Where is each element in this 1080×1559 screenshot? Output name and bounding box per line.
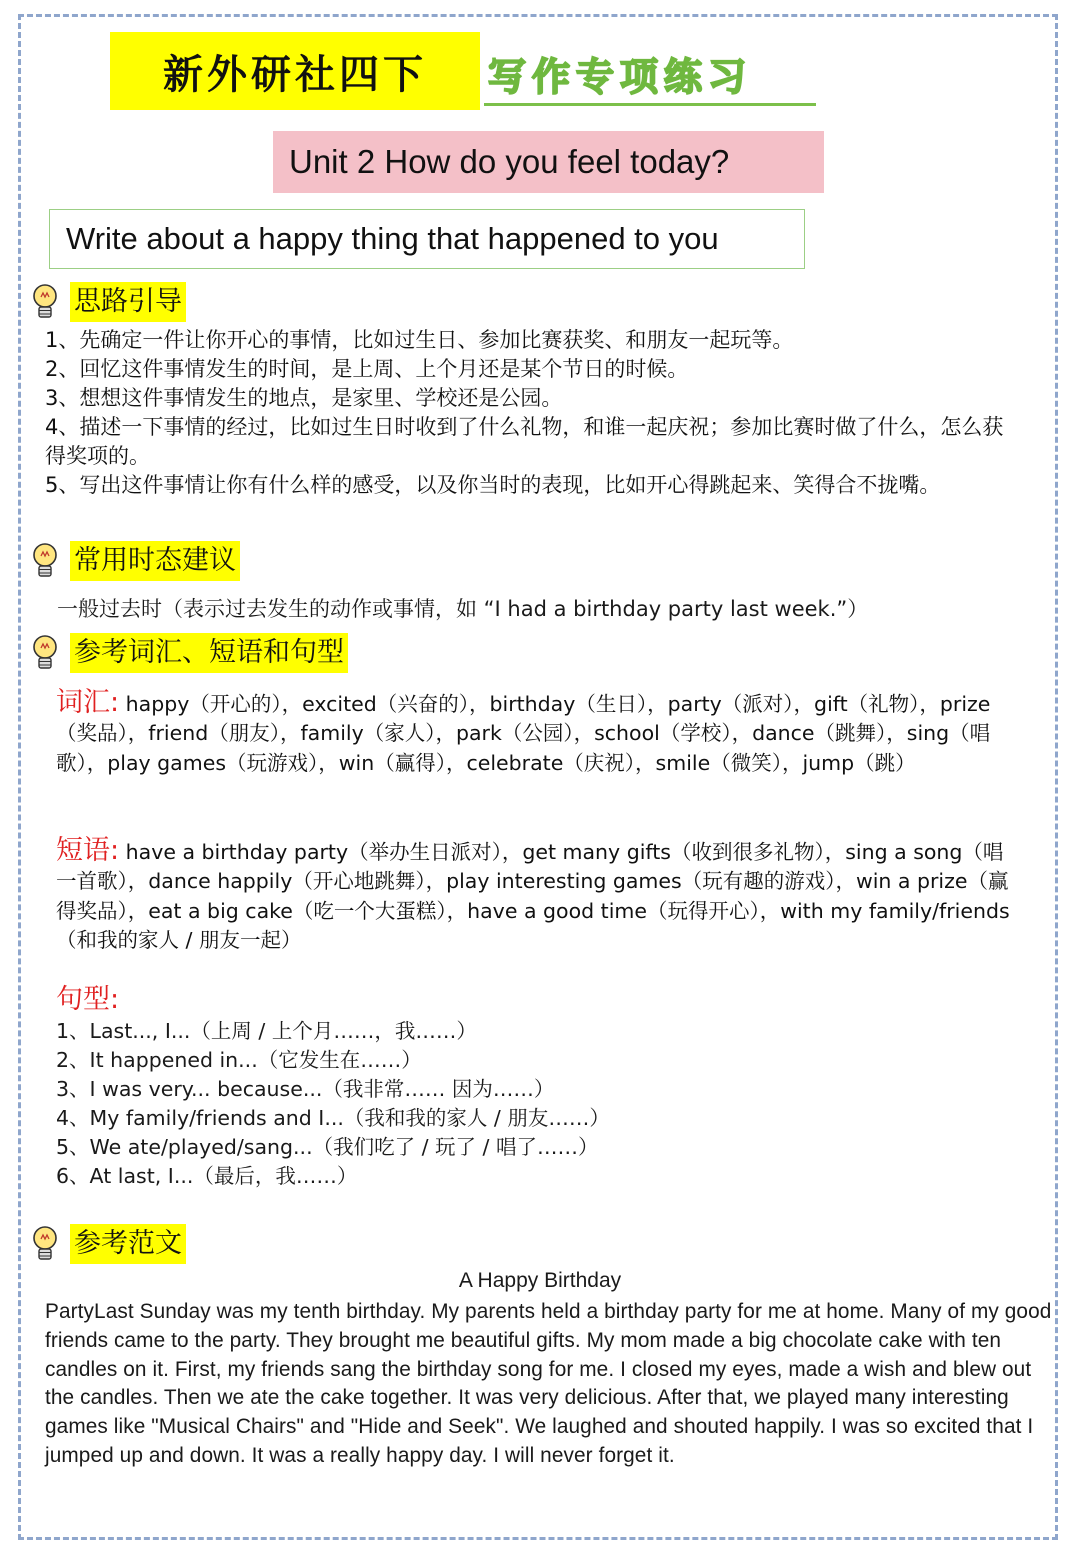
section-reference-header	[30, 633, 348, 673]
section-title: 常用时态建议	[70, 541, 240, 581]
phrase-block	[56, 836, 1016, 955]
essay-text: PartyLast Sunday was my tenth birthday. My parents held a birthday party for me at home. Many of my good friends came to the party. They brought me beautiful gifts. My mom made a big chocolate cake with ten candles on it. First, my friends sang the birthday song for me. I closed my eyes, made a wish and blew out the candles. Then we ate the cake together. It was very delicious. After that, we played many interesting games like "Musical Chairs" and "Hide and Seek". We laughed and shouted happily. I was so excited that I jumped up and down. It was a really happy day. I will never forget it.	[45, 1300, 1052, 1467]
lightbulb-icon	[30, 1225, 60, 1263]
vocabulary-block	[56, 688, 1016, 778]
lightbulb-icon	[30, 542, 60, 580]
list-item: 1、Last..., I...（上周 / 上个月……，我……）	[56, 1019, 477, 1043]
phrase-label: 短语:	[56, 835, 120, 866]
phrase-text: have a birthday party（举办生日派对），get many gifts（收到很多礼物），sing a song（唱一首歌），dance happily（开心地跳舞），play interesting games（玩有趣的游戏），win a prize（赢得奖品），eat a big cake（吃一个大蛋糕），have a good time（玩得开心），with my family/friends（和我的家人 / 朋友一起）	[56, 840, 1010, 952]
lightbulb-icon	[30, 283, 60, 321]
title-right: 写作专项练习	[484, 48, 816, 106]
section-sample-header	[30, 1224, 186, 1264]
section-title: 参考范文	[70, 1224, 186, 1264]
list-item: 4、描述一下事情的经过，比如过生日时收到了什么礼物，和谁一起庆祝；参加比赛时做了什么，怎么获得奖项的。	[45, 415, 1004, 468]
section-tense-header	[30, 541, 240, 581]
tense-text: 一般过去时（表示过去发生的动作或事情，如 “I had a birthday party last week.”）	[57, 597, 869, 621]
lightbulb-icon	[30, 634, 60, 672]
list-item: 4、My family/friends and I...（我和我的家人 / 朋友……）	[56, 1106, 610, 1130]
list-item: 2、回忆这件事情发生的时间，是上周、上个月还是某个节日的时候。	[45, 357, 689, 381]
essay-title: A Happy Birthday	[458, 1269, 622, 1292]
section-title: 参考词汇、短语和句型	[70, 633, 348, 673]
unit-title: Unit 2 How do you feel today?	[273, 131, 824, 193]
pattern-label: 句型:	[56, 984, 120, 1015]
section-title: 思路引导	[70, 282, 186, 322]
vocab-label: 词汇:	[56, 687, 120, 718]
vocab-text: happy（开心的），excited（兴奋的），birthday（生日），party（派对），gift（礼物），prize（奖品），friend（朋友），family（家人），park（公园），school（学校），dance（跳舞），sing（唱歌），play games（玩游戏），win（赢得），celebrate（庆祝），smile（微笑），jump（跳）	[56, 692, 991, 775]
list-item: 2、It happened in...（它发生在……）	[56, 1048, 422, 1072]
list-item: 3、I was very... because...（我非常…… 因为……）	[56, 1077, 555, 1101]
list-item: 3、想想这件事情发生的地点，是家里、学校还是公园。	[45, 386, 563, 410]
list-item: 6、At last, I...（最后，我……）	[56, 1164, 358, 1188]
writing-prompt: Write about a happy thing that happened to you	[49, 209, 805, 269]
list-item: 5、We ate/played/sang...（我们吃了 / 玩了 / 唱了……）	[56, 1135, 599, 1159]
section-thinking-guide-header	[30, 282, 186, 322]
thinking-guide-list	[45, 326, 1020, 500]
title-left: 新外研社四下	[110, 32, 480, 110]
pattern-list	[56, 1017, 610, 1191]
list-item: 5、写出这件事情让你有什么样的感受，以及你当时的表现，比如开心得跳起来、笑得合不拢嘴。	[45, 473, 941, 497]
list-item: 1、先确定一件让你开心的事情，比如过生日、参加比赛获奖、和朋友一起玩等。	[45, 328, 794, 352]
